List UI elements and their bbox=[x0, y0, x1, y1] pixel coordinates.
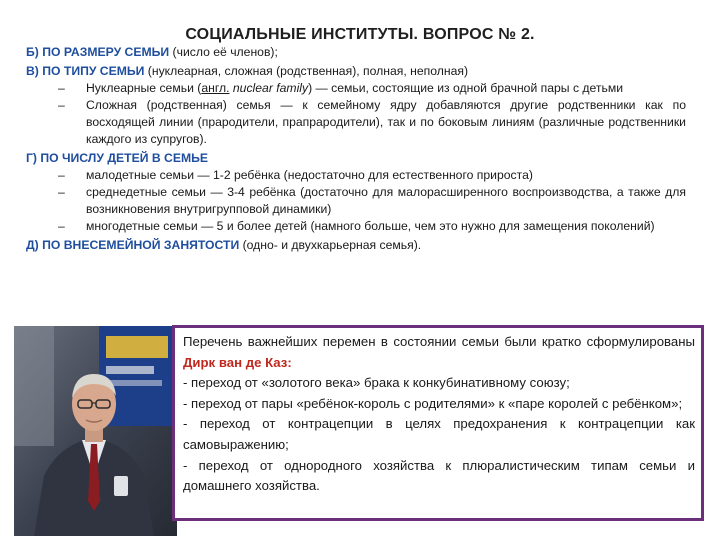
section-b-key: Б) ПО РАЗМЕРУ СЕМЬИ bbox=[26, 45, 170, 59]
lang-link[interactable]: англ. bbox=[201, 81, 230, 95]
section-v-list bbox=[58, 80, 686, 148]
nuclear-english-term: nuclear family bbox=[229, 81, 309, 95]
quote-line: - переход от «золотого века» брака к конкубинативному союзу; bbox=[183, 375, 570, 391]
speaker-photo-illustration bbox=[14, 326, 177, 536]
section-g-list bbox=[58, 167, 686, 235]
section-d-heading bbox=[26, 237, 686, 254]
section-v-rest: (нуклеарная, сложная (родственная), полная, неполная) bbox=[144, 64, 469, 78]
list-item-complex: – Сложная (родственная) семья — к семейному ядру добавляются другие родственники как по восходящей линии (прародители, прапрародители), так и по боковым линиям (различные родственники каждого из супругов). bbox=[58, 97, 686, 148]
speaker-photo bbox=[14, 326, 177, 536]
section-g-heading bbox=[26, 150, 686, 167]
quote-author-name: Дирк ван де Каз: bbox=[183, 354, 292, 370]
section-g-key: Г) ПО ЧИСЛУ ДЕТЕЙ В СЕМЬЕ bbox=[26, 151, 209, 165]
quote-box bbox=[172, 325, 704, 521]
nuclear-text-pre: Нуклеарные семьи ( bbox=[86, 81, 202, 95]
quote-line: - переход от контрацепции в целях предохранения к контрацепции как самовыражению; bbox=[183, 416, 695, 452]
quote-intro-paragraph bbox=[183, 332, 695, 373]
list-item-nuclear bbox=[58, 80, 686, 97]
quote-line: - переход от пары «ребёнок-король с родителями» к «паре королей с ребёнком»; bbox=[183, 395, 683, 411]
list-item: – многодетные семьи — 5 и более детей (намного больше, чем это нужно для замещения поколений) bbox=[58, 218, 686, 235]
quote-line: - переход от однородного хозяйства к плюралистическим типам семьи и домашнего хозяйства. bbox=[183, 457, 695, 494]
list-item: – среднедетные семьи — 3-4 ребёнка (достаточно для малорасширенного воспроизводства, а также для возникновения внутригрупповой динамики) bbox=[58, 184, 686, 218]
section-b-heading bbox=[26, 44, 686, 61]
nuclear-text-post: ) — семьи, состоящие из одной брачной пары с детьми bbox=[308, 81, 624, 95]
quote-intro: Перечень важнейших перемен в состоянии семьи были кратко сформулированы bbox=[183, 334, 695, 349]
section-b-rest: (число её членов); bbox=[169, 45, 278, 59]
section-d-rest: (одно- и двухкарьерная семья). bbox=[239, 238, 422, 252]
slide-body bbox=[26, 42, 686, 254]
section-v-key: В) ПО ТИПУ СЕМЬИ bbox=[26, 64, 145, 78]
section-d-key: Д) ПО ВНЕСЕМЕЙНОЙ ЗАНЯТОСТИ bbox=[26, 238, 240, 252]
section-v-heading bbox=[26, 63, 686, 80]
list-item: – малодетные семьи — 1-2 ребёнка (недостаточно для естественного прироста) bbox=[58, 167, 686, 184]
slide-title: СОЦИАЛЬНЫЕ ИНСТИТУТЫ. ВОПРОС № 2. bbox=[185, 26, 535, 43]
